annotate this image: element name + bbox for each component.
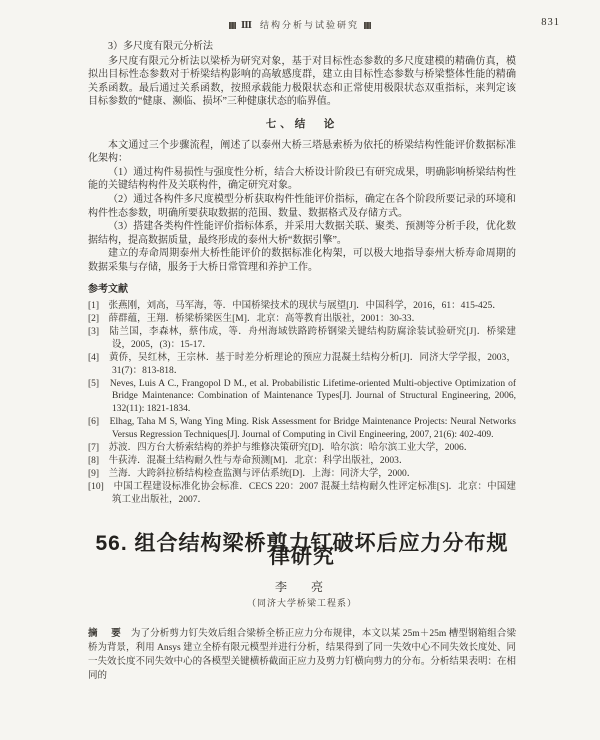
reference-item: [7] 苏波．四方台大桥索结构的养护与维修决策研究[D]．哈尔滨：哈尔滨工业大学，2006． [88, 443, 474, 454]
text-column [88, 40, 516, 683]
conclusion-paragraph: （3）搭建各类构件性能评价指标体系，并采用大数据关联、聚类、预测等分析手段，优化数据结构，提高数据质量，最终形成的泰州大桥“数据引擎”。 [88, 221, 516, 246]
section-label: Ⅲ [241, 20, 254, 30]
article-title: 56. 组合结构梁桥剪力钉破坏后应力分布规律研究 [95, 531, 509, 569]
reference-item: [10] 中国工程建设标准化协会标准．CECS 220：2007 混凝土结构耐久性评定标准[S]．北京：中国建筑工业出版社，2007． [88, 481, 516, 505]
article-author: 李 亮 [274, 579, 329, 594]
conclusion-paragraph: 建立的寿命周期泰州大桥性能评价的数据标准化构架，可以极大地指导泰州大桥寿命周期的数据采集与存储，服务于大桥日常管理和养护工作。 [88, 248, 516, 273]
reference-item: [5] Neves, Luis A C., Frangopol D M., et al. Probabilistic Lifetime-oriented Multi-objective Optimization of Bridge Maintenance: Combination of Maintenance Types[J]. Journal of Structural Engineering, 2006, 132(11): 1821-1834. [88, 378, 516, 415]
method-heading: 3）多尺度有限元分析法 [108, 41, 213, 52]
reference-item: [8] 牛荻涛．混凝土结构耐久性与寿命预测[M]．北京：科学出版社，2003． [88, 455, 409, 466]
running-header [0, 18, 600, 34]
conclusion-paragraph: （2）通过各构件多尺度模型分析获取构件性能评价指标，确定在各个阶段所要记录的环境和构件性态参数，明确所要获取数据的范围、数量、数据格式及存储方式。 [88, 193, 516, 219]
reference-item: [4] 黄侨，吴红林，王宗林．基于时差分析理论的预应力混凝土结构分析[J]．同济大学学报，2003，31(7)：813-818． [88, 352, 516, 376]
reference-item: [2] 薛群蕴，王翔．桥梁桥梁医生[M]．北京：高等教育出版社，2001：30-33． [88, 314, 422, 324]
abstract-label: 摘 要 [88, 627, 123, 639]
running-header-center [0, 18, 600, 31]
conclusion-paragraph: （1）通过构件易损性与强度性分析，结合大桥设计阶段已有研究成果，明确影响桥梁结构性能的关键结构构件及关联构件，确定研究对象。 [88, 166, 516, 192]
conclusion-heading: 七、结 论 [265, 117, 339, 130]
article-affiliation: （同济大学桥梁工程系） [246, 598, 357, 609]
reference-item: [9] 兰海．大跨斜拉桥结构检查监测与评估系统[D]．上海：同济大学，2000． [88, 468, 417, 479]
article-abstract [88, 627, 516, 683]
header-ornament-right-icon [364, 22, 371, 29]
abstract-text: 为了分析剪力钉失效后组合梁桥全桥正应力分布规律，本文以某 25m＋25m 槽型钢箱组合梁桥为背景，利用 Ansys 建立全桥有限元模型并进行分析，结果得到了同一失效中心不同失效长度处、同一失效长度不同失效中心的各模型关键横桥截面正应力及剪力钉横向剪力的分布。分析结果表明：在相同的 [88, 628, 516, 681]
reference-item: [3] 陆兰国，李森林，蔡伟成，等．舟州海域铁路跨桥钢梁关键结构防腐涂装试验研究[J]．桥梁建设，2005，(3)：15-17． [88, 326, 516, 350]
references-heading: 参考文献 [88, 283, 128, 295]
method-paragraph: 多尺度有限元分析法以梁桥为研究对象，基于对目标性态参数的多尺度建模的精确仿真，模拟出目标性态参数对于桥梁结构影响的高敏感度群，建立由目标性态参数与桥梁整体性能的精确关系函数。最后通过关系函数，按照承载能力极限状态和正常使用极限状态双重指标，来判定该目标参数的“健康、濒临、损坏”三种健康状态的临界值。 [88, 55, 516, 108]
header-ornament-left-icon [229, 22, 236, 29]
page-number: 831 [541, 17, 560, 28]
reference-item: [1] 张燕刚，刘高，马军海，等．中国桥梁技术的现状与展望[J]．中国科学，2016，61：415-425． [88, 301, 502, 312]
section-title: 结构分析与试验研究 [259, 20, 359, 30]
conclusion-paragraph: 本文通过三个步骤流程，阐述了以泰州大桥三塔悬索桥为依托的桥梁结构性能评价数据标准化架构： [88, 139, 516, 165]
reference-item: [6] Elhag, Taha M S, Wang Ying Ming. Risk Assessment for Bridge Maintenance Projects: Neural Networks Versus Regression Techniques[J]. Journal of Computing in Civil Engineering, 2007, 21(6): 402-409. [88, 417, 516, 441]
